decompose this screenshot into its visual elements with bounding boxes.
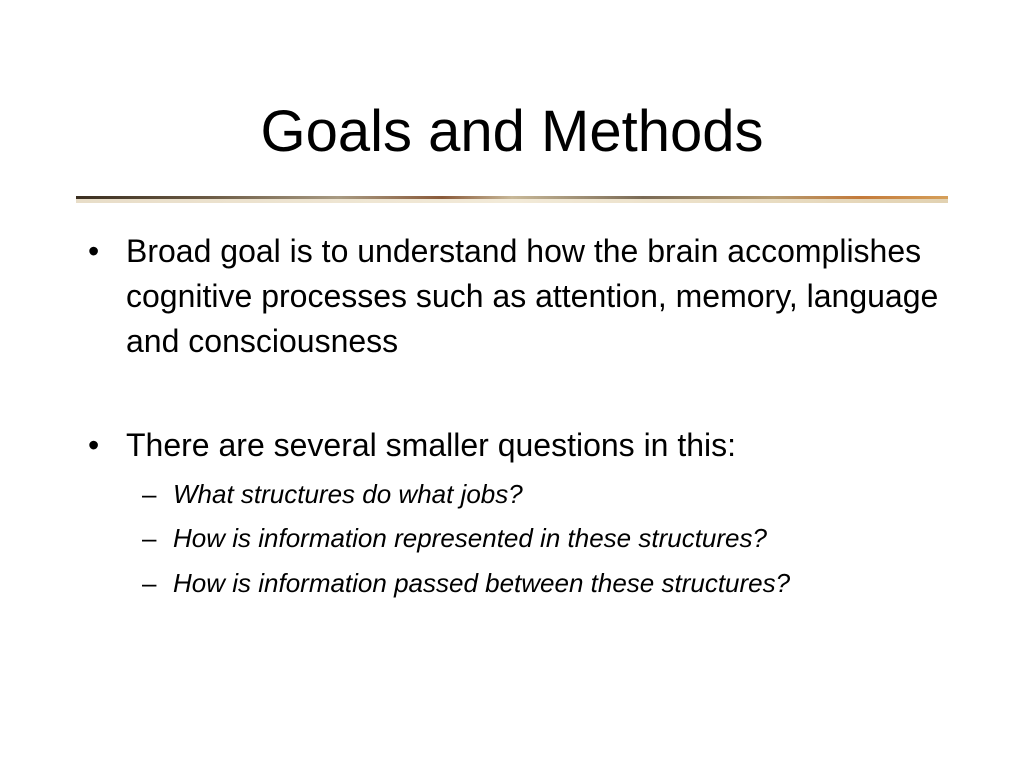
sub-bullet-text: How is information passed between these structures? bbox=[173, 568, 791, 598]
slide-title: Goals and Methods bbox=[260, 99, 764, 164]
title-divider bbox=[76, 196, 948, 204]
sub-bullet-marker: – bbox=[142, 568, 157, 598]
sub-bullet-text: How is information represented in these structures? bbox=[173, 523, 767, 553]
bullet-text: There are several smaller questions in this: bbox=[126, 427, 737, 463]
sub-bullet-text: What structures do what jobs? bbox=[173, 479, 523, 509]
bullet-marker: • bbox=[88, 427, 100, 463]
bullet-marker: • bbox=[88, 233, 100, 269]
sub-bullet-marker: – bbox=[142, 479, 157, 509]
bullet-text: Broad goal is to understand how the brain accomplishes cognitive processes such as attention, memory, language and consciousness bbox=[126, 233, 939, 359]
sub-bullet-marker: – bbox=[142, 523, 157, 553]
